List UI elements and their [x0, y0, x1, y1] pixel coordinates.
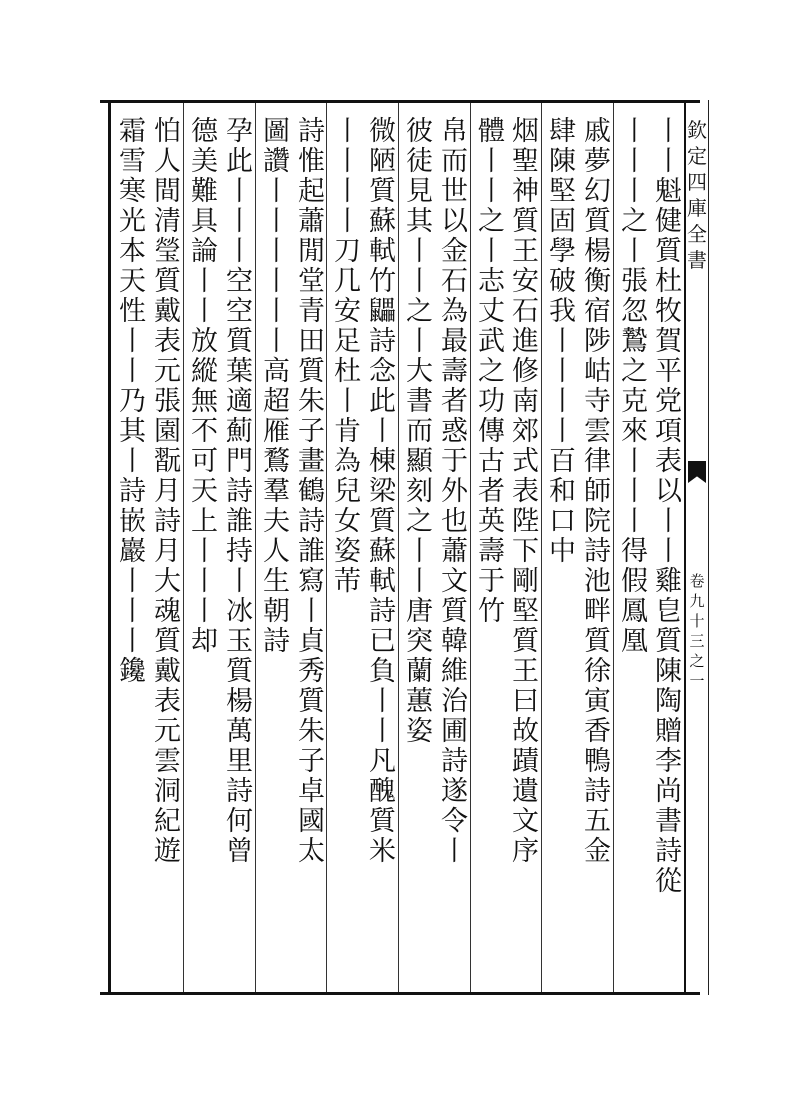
text-column: 丨丨丨之丨張忽鷙之克來丨丨丨得假鳳凰: [616, 116, 647, 656]
text-column: 丨丨魁健質杜牧賀平党項表以丨丨雞皀質陳陶贈李尚書詩從: [650, 116, 681, 896]
text-column: 體丨丨之丨志丈武之功傳古者英壽于竹: [473, 116, 504, 626]
text-column: 霜雪寒光本天性丨丨乃其丨詩嵌巖丨丨丨鑱: [114, 116, 145, 686]
frame-left-border: [108, 100, 111, 995]
text-column: 肆陳堅固學破我丨丨丨丨百和口中: [544, 116, 575, 566]
text-column: 圖讚丨丨丨丨丨丨高超雁鶩羣夫人生朝詩: [258, 116, 289, 656]
text-column: 怕人間清瑩質戴表元張園翫月詩月大魂質戴表元雲洞紀遊: [149, 116, 180, 866]
text-column: 戚夢幻質楊衡宿陟岵寺雲律師院詩池畔質徐寅香鴨詩五金: [579, 116, 610, 866]
text-column: 烟聖神質王安石進修南郊式表陛下剛堅質王曰故蹟遺文序: [507, 116, 538, 866]
frame-top-border: [100, 100, 700, 103]
frame-bottom-border: [100, 992, 700, 995]
text-column: 微陋質蘇軾竹鼺詩念此丨棟梁質蘇軾詩已負丨丨凡醜質米: [364, 116, 395, 866]
text-column: 孕此丨丨丨空空質葉適薊門詩誰持丨冰玉質楊萬里詩何曾: [221, 116, 252, 866]
text-column: 彼徒見其丨丨之丨大書而顯刻之丨丨唐突蘭蕙姿: [401, 116, 432, 746]
text-column: 丨丨丨丨刀几安足杜丨肯為兒女姿芾: [329, 116, 360, 596]
center-fold-strip: [686, 103, 708, 992]
text-column: 德美難具論丨丨放縱無不可天上丨丨丨却: [186, 116, 217, 656]
collection-title: 欽定四庫全書: [687, 118, 707, 272]
frame-outer-border: [708, 100, 709, 995]
fishtail-mark-icon: [688, 461, 706, 483]
text-column: 帛而世以金石為最壽者惑于外也蕭文質韓維治圃詩遂令丨: [436, 116, 467, 866]
text-column: 詩惟起蕭閒堂青田質朱子畫鶴詩誰寫丨貞秀質朱子卓國太: [293, 116, 324, 866]
volume-label: 卷九十三之一: [689, 572, 705, 690]
